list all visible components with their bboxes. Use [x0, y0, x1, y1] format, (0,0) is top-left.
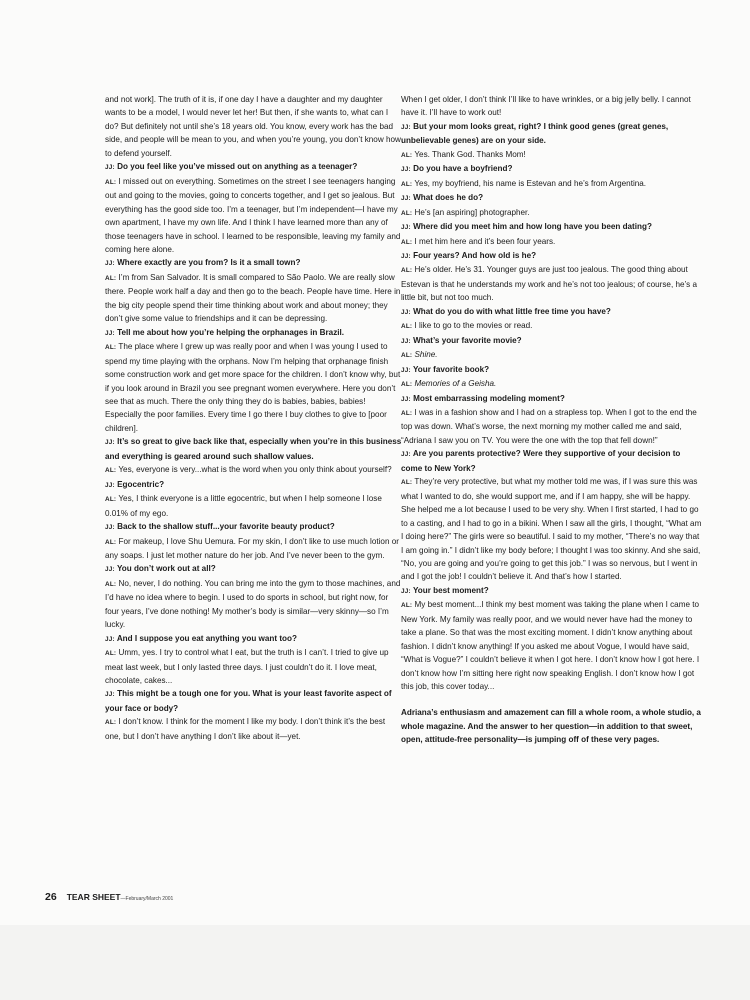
answer-text: I don’t know. I think for the moment I like my body. I don’t think it’s the best one, but I don’t have anything I don’t like about it—yet. — [105, 717, 386, 741]
interview-answer — [105, 492, 403, 520]
speaker-label: JJ: — [105, 260, 115, 268]
interview-question — [401, 584, 703, 598]
interview-question — [105, 160, 403, 174]
speaker-label: AL: — [105, 496, 117, 504]
question-text: It’s so great to give back like that, especially when you’re in this business and everything is geared around such shallow values. — [105, 437, 402, 461]
speaker-label: AL: — [105, 467, 117, 475]
answer-text: He’s [an aspiring] photographer. — [414, 207, 530, 217]
interview-answer — [401, 177, 703, 191]
interview-answer — [105, 535, 403, 563]
speaker-label: JJ: — [105, 566, 115, 574]
interview-question — [401, 392, 703, 406]
speaker-label: JJ: — [401, 308, 411, 316]
interview-answer — [401, 598, 703, 693]
answer-text: I’m from San Salvador. It is small compared to São Paolo. We are really slow there. People work half a day and then go to the beach. People have time. Here in the big city people spend their time thinking about work and about money; they don’t give some value to friendships and it can be depressing. — [105, 272, 401, 324]
interview-question — [105, 435, 403, 463]
interview-answer — [401, 406, 703, 447]
speaker-label: JJ: — [105, 329, 115, 337]
interview-answer — [401, 263, 703, 304]
interview-question — [105, 562, 403, 576]
interview-answer — [105, 340, 403, 435]
interview-question — [105, 256, 403, 270]
interview-answer — [105, 646, 403, 687]
issue-date: —February/March 2001 — [120, 896, 174, 902]
answer-text: Umm, yes. I try to control what I eat, but the truth is I can’t. I tried to give up meat last week, but I only lasted three days. I just couldn’t do it. I love meat, chocolate, cakes... — [105, 648, 389, 686]
interview-answer — [401, 206, 703, 220]
interview-answer — [401, 377, 703, 391]
speaker-label: JJ: — [105, 481, 115, 489]
speaker-label: AL: — [401, 180, 413, 188]
speaker-label: JJ: — [401, 224, 411, 232]
question-text: What do you do with what little free time you have? — [413, 306, 611, 316]
speaker-label: JJ: — [105, 439, 115, 447]
closing-paragraph: Adriana’s enthusiasm and amazement can fill a whole room, a whole studio, a whole magazine. And the answer to her question—in addition to that sweet, open, attitude-free personality—is jumping off of these very pages. — [401, 708, 701, 745]
page-footer — [45, 891, 173, 903]
speaker-label: JJ: — [401, 587, 411, 595]
interview-question — [401, 447, 703, 475]
interview-question — [401, 249, 703, 263]
speaker-label: AL: — [105, 178, 117, 186]
magazine-name: TEAR SHEET — [66, 892, 121, 902]
question-text: You don’t work out at all? — [116, 564, 216, 574]
question-text: Four years? And how old is he? — [413, 250, 537, 260]
left-column — [105, 93, 403, 743]
interview-question — [401, 120, 703, 148]
speaker-label: AL: — [401, 479, 413, 487]
answer-text: Shine. — [414, 350, 438, 360]
speaker-label: AL: — [105, 538, 117, 546]
answer-text: Memories of a Geisha. — [414, 379, 497, 389]
speaker-label: AL: — [105, 580, 117, 588]
answer-text: Yes, I think everyone is a little egocentric, but when I help someone I lose 0.01% of my ego. — [105, 494, 382, 518]
interview-answer — [105, 715, 403, 743]
interview-question — [401, 220, 703, 234]
speaker-label: JJ: — [105, 691, 115, 699]
speaker-label: JJ: — [105, 164, 115, 172]
interview-question — [401, 305, 703, 319]
answer-text: They’re very protective, but what my mother told me was, if I was sure this was what I wanted to do, she would support me, and if I am happy, she will be happy. She helped me a lot because I used to be very shy. When I first started, I had to go to a casting, and I had to go in a bikini. When I saw all the girls, I thought, “What am I doing here?” The girls were so beautiful. I said to my mother, “There’s no way that I am going in.” I didn’t like my body before; I thought I was too skinny. And she said, “No, you are going and you’re going to get this job.” I was so nervous, but I went in and I got the job! I couldn’t believe it. And that’s how I started. — [401, 477, 702, 582]
page-number: 26 — [45, 891, 57, 903]
interview-question — [401, 334, 703, 348]
right-column — [401, 93, 703, 747]
question-text: But your mom looks great, right? I think good genes (great genes, unbelievable genes) are on your side. — [401, 121, 669, 146]
question-text: Do you feel like you’ve missed out on anything as a teenager? — [117, 162, 358, 172]
speaker-label: AL: — [401, 267, 413, 275]
interview-answer — [401, 475, 703, 584]
body-paragraph: and not work]. The truth of it is, if one day I have a daughter and my daughter wants to be a model, I would never let her! But then, if she wants to, what can I do? But definitely not until she’s 18 years old. You know, every work has the bad side, and people will be mean to you, and when you’re young, you don’t know how to defend yourself. — [105, 95, 401, 158]
page-bottom-margin — [0, 925, 750, 1000]
speaker-label: JJ: — [401, 123, 411, 131]
interview-answer — [105, 271, 403, 326]
speaker-label: AL: — [401, 352, 413, 360]
question-text: Your favorite book? — [412, 364, 490, 374]
answer-text: I met him here and it’s been four years. — [414, 236, 556, 246]
question-text: Back to the shallow stuff...your favorite beauty product? — [117, 522, 335, 532]
interview-question — [105, 687, 403, 715]
answer-text: No, never, I do nothing. You can bring me into the gym to those machines, and I’d have no idea where to begin. I used to do sports in school, but right now, for four years, I’ve done nothing! My mother’s body is similar—very skinny—so I’m lucky. — [105, 578, 401, 630]
speaker-label: JJ: — [401, 337, 411, 345]
answer-text: My best moment...I think my best moment was taking the plane when I came to New York. My family was really poor, and we would never have had the money to take a plane. So that was the most exciting moment. I didn’t know anything about fashion. I didn’t know anything! If you asked me about Vogue, I would have said, “What is Vogue?” I couldn’t believe it when I got here. I don’t know how I got here. I don’t know how I’m sitting here right now speaking English. I don’t know how I got this job, this cover today... — [401, 600, 700, 692]
speaker-label: AL: — [105, 719, 117, 727]
speaker-label: JJ: — [401, 166, 411, 174]
question-text: Tell me about how you’re helping the orphanages in Brazil. — [117, 327, 345, 337]
interview-question — [401, 363, 703, 377]
speaker-label: AL: — [105, 344, 117, 352]
answer-text: Yes, my boyfriend, his name is Estevan and he’s from Argentina. — [414, 178, 647, 188]
question-text: Are you parents protective? Were they supportive of your decision to come to New York? — [401, 449, 681, 473]
speaker-label: AL: — [105, 650, 117, 658]
answer-text: The place where I grew up was really poor and when I was young I used to spend my time playing with the orphans. Now I’m helping that orphanage finish some construction work and get more space for the children. I don’t know why, but if you look around in Brazil you see pregnant women everywhere. Here you don’t see that as much. There the only thing they do is babies, babies, babies! Especially the poor families. Every time I go there I buy clothes to give to [poor children]. — [105, 342, 401, 433]
answer-text: He’s older. He’s 31. Younger guys are just too jealous. The good thing about Estevan is that he understands my work and he’s not too jealous; of course, he’s a little bit, but not too much. — [401, 265, 697, 303]
speaker-label: AL: — [401, 209, 413, 217]
interview-answer — [401, 348, 703, 362]
speaker-label: JJ: — [401, 252, 411, 260]
speaker-label: JJ: — [401, 451, 411, 459]
question-text: Where did you meet him and how long have you been dating? — [413, 222, 652, 232]
speaker-label: AL: — [401, 323, 413, 331]
answer-text: I like to go to the movies or read. — [414, 321, 533, 331]
interview-answer — [401, 148, 703, 162]
interview-question — [401, 162, 703, 176]
question-text: And I suppose you eat anything you want too? — [116, 633, 297, 643]
answer-text: For makeup, I love Shu Uemura. For my skin, I don’t like to use much lotion or any soaps. I just let mother nature do her job. And I’ve never been to the gym. — [105, 536, 399, 560]
question-text: What’s your favorite movie? — [413, 335, 522, 345]
interview-answer — [105, 463, 403, 477]
interview-answer — [401, 319, 703, 333]
interview-answer — [401, 235, 703, 249]
interview-question — [401, 191, 703, 205]
body-paragraph: When I get older, I don’t think I’ll like to have wrinkles, or a big jelly belly. I cannot have it. I’ll have to work out! — [401, 95, 691, 118]
speaker-label: JJ: — [401, 395, 411, 403]
question-text: What does he do? — [413, 193, 484, 203]
question-text: Your best moment? — [412, 585, 489, 595]
interview-answer — [105, 175, 403, 257]
interview-question — [105, 520, 403, 534]
answer-text: I was in a fashion show and I had on a strapless top. When I got to the end the top was down. What’s worse, the next morning my mother called me and said, “Adriana I saw you on TV. You were the one with the top that fell down!” — [401, 407, 697, 445]
question-text: Do you have a boyfriend? — [413, 164, 513, 174]
interview-answer — [105, 577, 403, 632]
speaker-label: JJ: — [401, 366, 411, 374]
question-text: Most embarrassing modeling moment? — [413, 393, 565, 403]
speaker-label: AL: — [401, 381, 413, 389]
speaker-label: JJ: — [105, 524, 115, 532]
speaker-label: AL: — [105, 274, 117, 282]
question-text: Egocentric? — [117, 479, 165, 489]
interview-question — [105, 478, 403, 492]
speaker-label: AL: — [401, 238, 413, 246]
answer-text: Yes. Thank God. Thanks Mom! — [414, 149, 526, 159]
question-text: Where exactly are you from? Is it a small town? — [117, 258, 301, 268]
interview-question — [105, 326, 403, 340]
answer-text: Yes, everyone is very...what is the word when you only think about yourself? — [118, 465, 392, 475]
speaker-label: AL: — [401, 151, 413, 159]
speaker-label: JJ: — [105, 635, 115, 643]
speaker-label: AL: — [401, 409, 413, 417]
speaker-label: JJ: — [401, 195, 411, 203]
speaker-label: AL: — [401, 602, 413, 610]
question-text: This might be a tough one for you. What is your least favorite aspect of your face or body? — [105, 689, 392, 713]
answer-text: I missed out on everything. Sometimes on the street I see teenagers hanging out and going to the movies, going to concerts together, and I get so jealous. But everything has the good side too. I’m a teenager, but I’m independent—I have my own apartment, I have my own life. And I think I have learned more than any of those teenagers have in school. I learned to be responsible, leaving my family and coming here alone. — [105, 176, 401, 254]
interview-question — [105, 632, 403, 646]
